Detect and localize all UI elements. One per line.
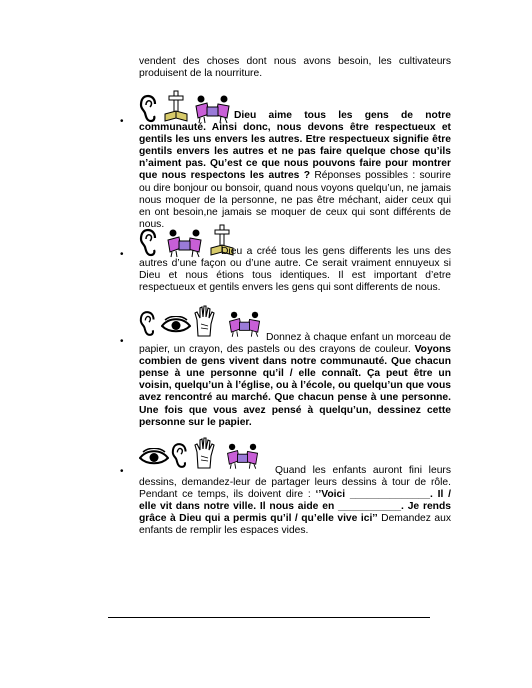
item-4-bold-2: ‘’Voici ______________. Il / elle vit dans notre ville. Il nous aide en ___________. Je rends grâce à Dieu qui a permis qu’il / qu’elle vive ici’’	[139, 489, 451, 525]
item-4-plain-1: Quand les enfants auront fini leurs dessins, demandez-leur de partager leurs dessins à tour de rôle. Pendant ce temps, ils doivent dire :	[139, 465, 451, 501]
eye-icon	[139, 448, 169, 466]
item-1-text	[139, 110, 451, 231]
bullet-marker: •	[120, 116, 124, 127]
item-1-plain-2: Réponses possibles : sourire ou dire bonjour ou bonsoir, quand nous voyons quelqu’un, ne jamais nous moquer de la personne, ne pas être méchant, aider ceux qui en ont besoin,ne jamais se moquer de ceux qui sont différents de nous.	[139, 170, 451, 230]
continuation-paragraph: vendent des choses dont nous avons besoin, les cultivateurs produisent de la nourriture.	[139, 56, 451, 80]
item-2-plain-1: Dieu a créé tous les gens differents les uns des autres d’une façon ou d’une autre. Ce serait vraiment ennuyeux si Dieu et nous étions tous identiques. Il est important d’etre respectueux et gentils envers les gens qui sont differents de nous.	[139, 246, 451, 294]
bullet-marker: •	[120, 336, 124, 347]
item-1-bold-1: Dieu aime tous les gens de notre communauté. Ainsi donc, nous devons être respectueux et gentils les uns envers les autres. Etre respectueux signifie être gentils envers les autres et ne pas faire quelque chose qu’ils n’aiment pas. Qu’est ce que nous pouvons faire pour montrer que nous respectons les autres ?	[139, 110, 451, 182]
bullet-marker: •	[120, 249, 124, 260]
item-3-bold-2: Voyons combien de gens vivent dans notre communauté. Que chacun pense à une personne qu’il / elle connaît. Ça peut être un voisin, quelqu’un à l’église, ou à l’école, ou quelqu’un que vous avez rencontré au marché. Que chacun pense à une personne. Une fois que vous avez pensé à quelqu’un, dessinez cette personne sur le papier.	[139, 344, 451, 428]
bullet-marker: •	[120, 466, 124, 477]
item-4-text	[139, 465, 451, 538]
item-3-text	[139, 332, 451, 429]
item-3-plain-1: Donnez à chaque enfant un morceau de papier, un crayon, des pastels ou des crayons de couleur.	[139, 332, 451, 356]
footer-separator	[108, 617, 430, 618]
item-2-text	[139, 246, 451, 294]
item-4-plain-3: Demandez aux enfants de remplir les espaces vides.	[139, 513, 451, 537]
